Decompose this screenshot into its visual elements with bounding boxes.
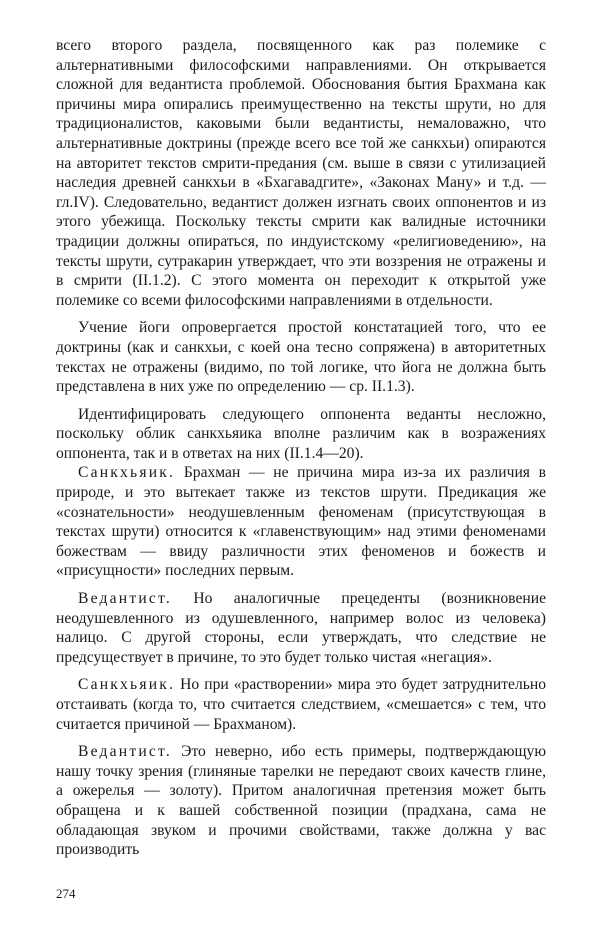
- dialogue-sankhyaik-1: [56, 463, 546, 581]
- speaker-label: Санкхьяик.: [78, 676, 176, 694]
- page-text-column: [56, 36, 546, 860]
- dialogue-sankhyaik-2: [56, 675, 546, 734]
- dialogue-text: Но аналогичные прецеденты (возникновение неодушевленного из одушевленного, например волос из человека) налицо. С другой стороны, если утверждать, что следствие не предсуществует в причине, то это будет только чистая «негация».: [56, 590, 546, 666]
- dialogue-text: Брахман — не причина мира из-за их различия в природе, и это вытекает также из текстов шрути. Предикация же «сознательности» неодушевленным феноменам (присутствующая в текстах шрути) относится к «главенствующим» над этими феноменами божествам — ввиду различности этих феноменов и божеств и «присущности» последних первым.: [56, 464, 546, 580]
- speaker-label: Ведантист.: [78, 743, 172, 761]
- paragraph-2: [56, 318, 546, 396]
- speaker-label: Ведантист.: [78, 590, 172, 608]
- paragraph-1-text: всего второго раздела, посвященного как раз полемике с альтернативными философскими направлениями. Он открывается сложной для ведантиста проблемой. Обоснования бытия Брахмана как причины мира опирались преимущественно на тексты шрути, но для традиционалистов, каковыми были ведантисты, немаловажно, что альтернативные доктрины (прежде всего все той же санкхьи) опираются на авторитет текстов смрити-предания (см. выше в связи с утилизацией наследия древней санкхьи в «Бхагавадгите», «Законах Ману» и т.д. — гл.IV). Следовательно, ведантист должен изгнать своих оппонентов и из этого убежища. Поскольку тексты смрити как валидные источники традиции должны опираться, по индуистскому «религиоведению», на тексты шрути, сутракарин утверждает, что эти воззрения не отражены и в смрити (II.1.2). С этого момента он переходит к открытой уже полемике со всеми философскими направлениями в отдельности.: [56, 37, 546, 309]
- dialogue-vedantist-1: [56, 589, 546, 667]
- paragraph-3: [56, 405, 546, 464]
- speaker-label: Санкхьяик.: [78, 464, 176, 482]
- paragraph-2-text: Учение йоги опровергается простой констатацией того, что ее доктрины (как и санкхьи, с коей она тесно сопряжена) в авторитетных текстах не отражены (видимо, по той логике, что йога не должна быть представлена в них уже по определению — ср. II.1.3).: [56, 319, 546, 396]
- page-number: 274: [56, 886, 76, 901]
- dialogue-vedantist-2: [56, 742, 546, 860]
- paragraph-3-text: Идентифицировать следующего оппонента веданты несложно, поскольку облик санкхьяика вполне различим как в возражениях оппонента, так и в ответах на них (II.1.4—20).: [56, 405, 546, 462]
- dialogue-text: Это неверно, ибо есть примеры, подтверждающую нашу точку зрения (глиняные тарелки не передают своих качеств глине, а ожерелья — золоту). Притом аналогичная претензия может быть обращена и к вашей собственной позиции (прадхана, сама не обладающая звуком и прочими свойствами, также должна у вас производить: [56, 743, 546, 859]
- dialogue-text: Но при «растворении» мира это будет затруднительно отстаивать (когда то, что считается следствием, «смешается» с тем, что считается причиной — Брахманом).: [56, 676, 546, 733]
- paragraph-1: [56, 36, 546, 310]
